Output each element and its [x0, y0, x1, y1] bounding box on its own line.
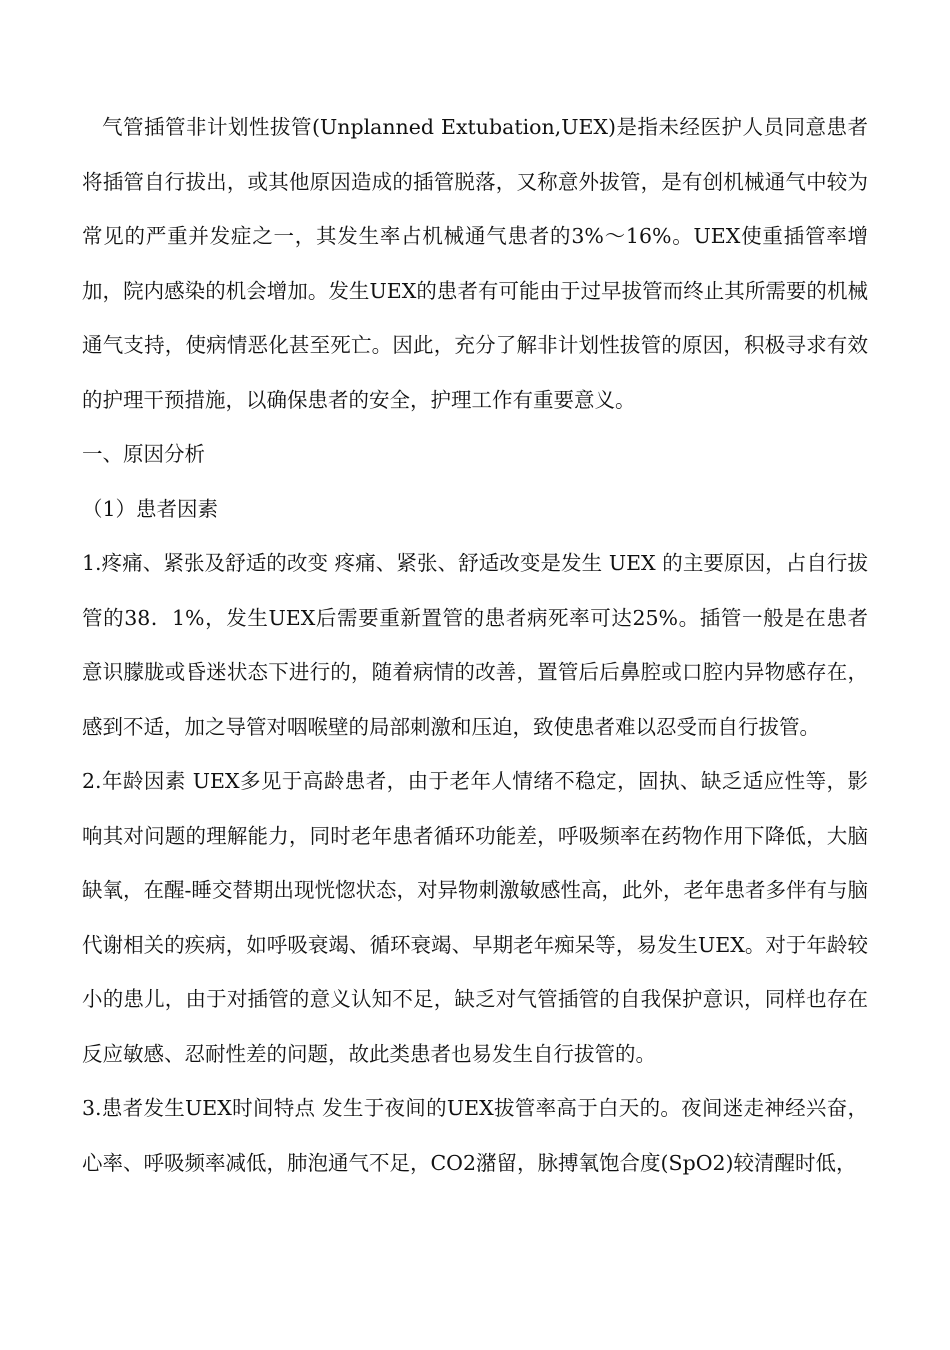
subsection-heading: （1）患者因素 [82, 496, 219, 521]
section-heading: 一、原因分析 [82, 442, 205, 466]
document-body [82, 100, 868, 1190]
paragraph-intro: 气管插管非计划性拔管(Unplanned Extubation,UEX)是指未经医护人员同意患者将插管自行拔出，或其他原因造成的插管脱落，又称意外拔管，是有创机械通气中较为常见的严重并发症之一，其发生率占机械通气患者的3%～16%。UEX使重插管率增加，院内感染的机会增加。发生UEX的患者有可能由于过早拔管而终止其所需要的机械通气支持，使病情恶化甚至死亡。因此，充分了解非计划性拔管的原因，积极寻求有效的护理干预措施，以确保患者的安全，护理工作有重要意义。 [82, 115, 868, 412]
paragraph-age-factor: 2.年龄因素 UEX多见于高龄患者，由于老年人情绪不稳定，固执、缺乏适应性等，影响其对问题的理解能力，同时老年患者循环功能差，呼吸频率在药物作用下降低，大脑缺氧，在醒-睡交替期出现恍惚状态，对异物刺激敏感性高，此外，老年患者多伴有与脑代谢相关的疾病，如呼吸衰竭、循环衰竭、早期老年痴呆等，易发生UEX。对于年龄较小的患儿，由于对插管的意义认知不足，缺乏对气管插管的自我保护意识，同样也存在反应敏感、忍耐性差的问题，故此类患者也易发生自行拔管的。 [82, 769, 868, 1066]
paragraph-time-factor: 3.患者发生UEX时间特点 发生于夜间的UEX拔管率高于白天的。夜间迷走神经兴奋，心率、呼吸频率减低，肺泡通气不足，CO2潴留，脉搏氧饱合度(SpO2)较清醒时低， [82, 1096, 868, 1175]
paragraph-pain-factor: 1.疼痛、紧张及舒适的改变 疼痛、紧张、舒适改变是发生 UEX 的主要原因，占自行拔管的38．1%，发生UEX后需要重新置管的患者病死率可达25%。插管一般是在患者意识朦胧或昏迷状态下进行的，随着病情的改善，置管后后鼻腔或口腔内异物感存在，感到不适，加之导管对咽喉壁的局部刺激和压迫，致使患者难以忍受而自行拔管。 [82, 551, 868, 739]
